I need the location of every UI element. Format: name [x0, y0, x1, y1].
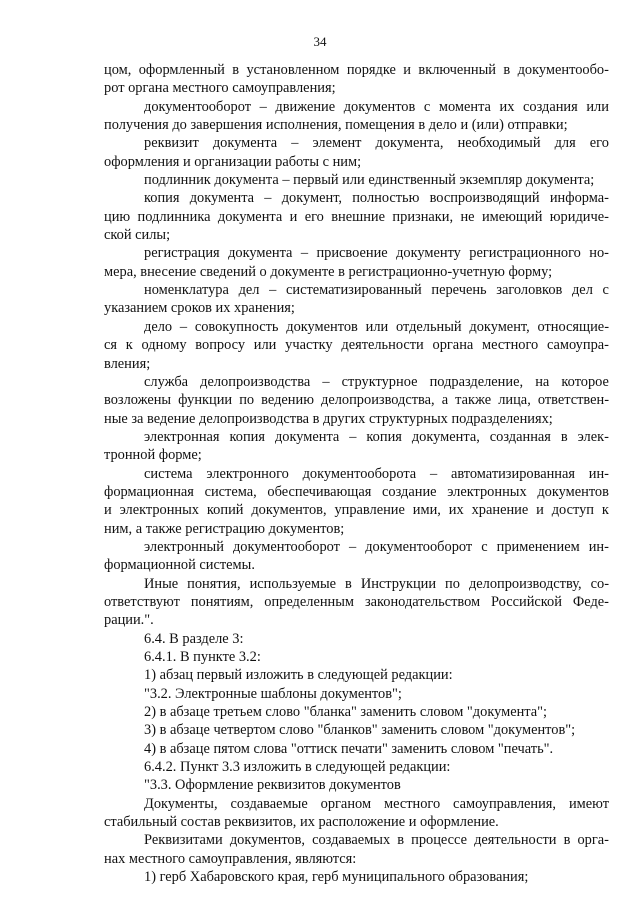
word: лица,: [498, 392, 531, 409]
text-line: [104, 593, 609, 611]
word: документов: [343, 98, 416, 115]
word: но-: [589, 245, 609, 262]
word: копия: [366, 428, 402, 445]
word: процессе: [411, 832, 468, 849]
text-line: [104, 79, 609, 97]
word: или: [365, 318, 389, 335]
word: в: [560, 428, 568, 445]
word: –: [349, 428, 357, 445]
word: копия: [229, 428, 265, 445]
document-body: [104, 61, 609, 886]
line-text: "3.2. Электронные шаблоны документов";: [144, 685, 402, 702]
line-text: ним, а также регистрацию документов;: [104, 520, 345, 537]
line-text: стабильный состав реквизитов, их расположение и оформление.: [104, 814, 499, 831]
text-line: [104, 868, 609, 886]
text-line: [104, 776, 609, 794]
text-line: [104, 648, 609, 666]
text-line: [104, 189, 609, 207]
text-line: [104, 850, 609, 868]
word: ин-: [588, 465, 609, 482]
word: в: [503, 62, 511, 78]
word: документа: [228, 245, 293, 262]
justified-line: [144, 189, 609, 207]
word: имеющий: [481, 208, 543, 225]
word: –: [259, 98, 267, 115]
word: ответствуют: [104, 593, 180, 610]
word: систематизированный: [286, 282, 422, 299]
word: по: [239, 392, 255, 409]
line-text: нах местного самоуправления, являются:: [104, 850, 357, 867]
word: органом: [320, 795, 372, 812]
line-text: 1) абзац первый изложить в следующей редакции:: [144, 667, 453, 684]
word: управление: [334, 502, 405, 519]
word: понятия,: [187, 575, 241, 592]
justified-line: [144, 134, 609, 152]
word: цом,: [104, 62, 132, 78]
word: признаки,: [392, 208, 454, 225]
word: документооборот: [144, 98, 252, 115]
justified-line: [144, 795, 609, 813]
word: документов,: [229, 832, 306, 849]
word: их: [448, 502, 464, 519]
text-line: [104, 813, 609, 831]
text-line: [104, 520, 609, 538]
word: Российской: [491, 593, 562, 610]
word: –: [264, 190, 272, 207]
justified-line: [144, 428, 609, 446]
line-text: тронной форме;: [104, 447, 202, 464]
line-text: 6.4.1. В пункте 3.2:: [144, 649, 261, 665]
word: элемент: [312, 135, 362, 152]
word: электронная: [144, 428, 220, 445]
word: ин-: [588, 538, 609, 555]
word: перечень: [431, 282, 487, 299]
text-line: [104, 703, 609, 721]
word: Документы,: [144, 795, 218, 812]
word: или: [586, 98, 609, 115]
word: документа: [189, 190, 255, 207]
word: юридиче-: [549, 208, 609, 225]
word: деятельности: [474, 832, 557, 849]
word: делопроизводству,: [468, 575, 582, 592]
word: формационная: [104, 483, 194, 500]
word: его: [304, 208, 324, 225]
line-text: оформления и организации работы с ним;: [104, 153, 362, 170]
word: документов,: [251, 502, 327, 519]
text-line: [104, 446, 609, 464]
justified-line: [144, 281, 609, 299]
word: документообо-: [517, 62, 609, 78]
text-line: [104, 171, 609, 189]
word: ответствен-: [537, 392, 609, 409]
word: возложены: [104, 392, 172, 409]
word: а: [441, 392, 449, 409]
line-text: рации.".: [104, 612, 154, 629]
word: совокупность: [194, 318, 279, 335]
justified-line: [144, 575, 609, 593]
text-line: [104, 465, 609, 483]
text-line: [104, 98, 609, 116]
word: в: [397, 832, 405, 849]
word: вопросу: [195, 337, 246, 354]
word: внешние: [331, 208, 386, 225]
word: ся: [104, 337, 118, 354]
line-text: 3) в абзаце четвертом слово "бланков" заменить словом "документов";: [144, 722, 576, 739]
justified-line: [144, 465, 609, 483]
word: на: [535, 373, 550, 390]
word: органа: [432, 337, 474, 354]
text-line: [104, 134, 609, 152]
word: электронных: [447, 483, 527, 500]
word: по: [445, 575, 460, 592]
word: номенклатура: [144, 282, 229, 299]
line-text: 4) в абзаце пятом слова "оттиск печати" заменить словом "печать".: [144, 740, 554, 757]
line-text: 2) в абзаце третьем слово "бланка" заменить словом "документа";: [144, 704, 548, 721]
word: и: [104, 502, 112, 519]
text-line: [104, 538, 609, 556]
word: одному: [141, 337, 187, 354]
word: отдельный: [395, 318, 462, 335]
word: к: [125, 337, 133, 354]
word: и: [403, 62, 411, 78]
word: для: [554, 135, 576, 152]
word: регистрация: [144, 245, 220, 262]
word: Феде-: [572, 593, 609, 610]
text-line: [104, 740, 609, 758]
text-line: [104, 299, 609, 317]
word: функции: [178, 392, 233, 409]
word: местного: [383, 795, 441, 812]
word: дело: [144, 318, 173, 335]
word: копия: [144, 190, 180, 207]
word: документа,: [375, 135, 444, 152]
word: делопроизводства,: [321, 392, 435, 409]
text-line: [104, 795, 609, 813]
text-line: [104, 116, 609, 134]
justified-line: [104, 593, 609, 611]
word: самоуправления,: [453, 795, 557, 812]
word: с: [481, 538, 488, 555]
text-line: [104, 685, 609, 703]
word: делопроизводства: [200, 373, 311, 390]
word: деятельности: [341, 337, 424, 354]
word: самоупра-: [546, 337, 609, 354]
text-line: [104, 153, 609, 171]
word: хранение: [471, 502, 529, 519]
text-line: [104, 428, 609, 446]
word: элек-: [577, 428, 609, 445]
word: документа,: [411, 428, 480, 445]
justified-line: [144, 98, 609, 116]
word: Иные: [144, 575, 179, 592]
text-line: [104, 758, 609, 776]
justified-line: [144, 373, 609, 391]
word: также: [455, 392, 492, 409]
word: подразделение,: [429, 373, 524, 390]
word: Реквизитами: [144, 832, 223, 849]
word: электронный: [144, 538, 224, 555]
line-text: "3.3. Оформление реквизитов документов: [144, 777, 401, 794]
text-line: [104, 721, 609, 739]
line-text: 6.4. В разделе 3:: [144, 630, 244, 647]
line-text: ные за ведение делопроизводства в других структурных подразделениях;: [104, 410, 553, 427]
word: информа-: [549, 190, 609, 207]
word: –: [269, 282, 277, 299]
word: относящие-: [537, 318, 609, 335]
word: включенный: [418, 62, 496, 78]
page-number: 34: [313, 34, 327, 49]
word: созданная: [489, 428, 551, 445]
word: порядке: [346, 62, 396, 78]
line-text: ской силы;: [104, 227, 171, 244]
text-line: [104, 226, 609, 244]
word: не: [460, 208, 475, 225]
word: документ,: [469, 318, 530, 335]
word: –: [322, 373, 330, 390]
text-line: [104, 410, 609, 428]
word: участку: [285, 337, 333, 354]
word: дел: [571, 282, 593, 299]
text-line: [104, 831, 609, 849]
word: служба: [144, 373, 189, 390]
word: которое: [561, 373, 609, 390]
word: заголовков: [496, 282, 563, 299]
word: с: [423, 98, 431, 115]
justified-line: [144, 318, 609, 336]
justified-line: [104, 61, 609, 79]
word: местного: [482, 337, 539, 354]
word: в: [345, 575, 352, 592]
word: законодательством: [364, 593, 481, 610]
word: применением: [496, 538, 580, 555]
text-line: [104, 501, 609, 519]
text-line: [104, 483, 609, 501]
word: движение: [275, 98, 336, 115]
word: орга-: [577, 832, 609, 849]
text-line: [104, 208, 609, 226]
word: момента: [438, 98, 491, 115]
word: структурное: [341, 373, 418, 390]
word: оформленный: [138, 62, 225, 78]
word: создание: [382, 483, 437, 500]
word: документооборота: [302, 465, 417, 482]
word: в: [563, 832, 571, 849]
word: –: [429, 465, 438, 482]
word: дел: [238, 282, 260, 299]
text-line: [104, 630, 609, 648]
justified-line: [104, 483, 609, 501]
word: в: [232, 62, 240, 78]
word: документа: [274, 428, 340, 445]
word: необходимый: [457, 135, 541, 152]
word: со-: [590, 575, 609, 592]
line-text: 1) герб Хабаровского края, герб муниципального образования;: [144, 869, 529, 886]
word: создания: [523, 98, 578, 115]
text-line: [104, 611, 609, 629]
justified-line: [144, 244, 609, 262]
line-text: формационной системы.: [104, 557, 255, 574]
text-line: [104, 575, 609, 593]
word: документооборот: [232, 538, 340, 555]
word: документов: [537, 483, 609, 500]
word: документов: [286, 318, 358, 335]
word: используемые: [249, 575, 337, 592]
line-text: вления;: [104, 355, 151, 372]
line-text: подлинник документа – первый или единственный экземпляр документа;: [144, 172, 595, 189]
word: цию: [104, 208, 131, 225]
word: с: [602, 282, 609, 299]
line-text: указанием сроков их хранения;: [104, 300, 295, 317]
word: создаваемых: [312, 832, 391, 849]
line-text: получения до завершения исполнения, помещения в дело и (или) отправки;: [104, 117, 568, 134]
word: регистрационного: [469, 245, 581, 262]
word: –: [348, 538, 357, 555]
word: и: [536, 502, 544, 519]
word: или: [253, 337, 277, 354]
word: копий: [206, 502, 244, 519]
justified-line: [144, 831, 609, 849]
word: доступ: [551, 502, 594, 519]
text-line: [104, 336, 609, 354]
word: полностью: [352, 190, 420, 207]
word: –: [300, 245, 309, 262]
word: автоматизированная: [450, 465, 575, 482]
word: система,: [204, 483, 257, 500]
word: электронного: [206, 465, 289, 482]
word: электронных: [119, 502, 200, 519]
word: создаваемые: [230, 795, 308, 812]
text-line: [104, 373, 609, 391]
word: Инструкции: [360, 575, 437, 592]
word: документооборот: [365, 538, 473, 555]
text-line: [104, 391, 609, 409]
word: понятиям,: [190, 593, 254, 610]
justified-line: [144, 538, 609, 556]
word: реквизит: [144, 135, 199, 152]
text-line: [104, 318, 609, 336]
justified-line: [104, 501, 609, 519]
text-line: [104, 263, 609, 281]
word: их: [499, 98, 515, 115]
justified-line: [104, 391, 609, 409]
word: и: [289, 208, 298, 225]
text-line: [104, 61, 609, 79]
text-line: [104, 666, 609, 684]
word: к: [601, 502, 609, 519]
line-text: 6.4.2. Пункт 3.3 изложить в следующей редакции:: [144, 759, 451, 776]
text-line: [104, 281, 609, 299]
word: обеспечивающая: [267, 483, 372, 500]
line-text: мера, внесение сведений о документе в регистрационно-учетную форму;: [104, 263, 553, 280]
word: его: [589, 135, 609, 152]
word: определенным: [264, 593, 355, 610]
word: ими,: [412, 502, 441, 519]
word: подлинника: [137, 208, 211, 225]
word: документа: [212, 135, 278, 152]
justified-line: [104, 336, 609, 354]
word: документ,: [281, 190, 343, 207]
word: присвоение: [316, 245, 388, 262]
line-text: рот органа местного самоуправления;: [104, 80, 336, 97]
word: воспроизводящий: [429, 190, 540, 207]
text-line: [104, 244, 609, 262]
word: имеют: [568, 795, 609, 812]
text-line: [104, 556, 609, 574]
word: документу: [396, 245, 461, 262]
word: ведению: [261, 392, 314, 409]
text-line: [104, 355, 609, 373]
word: система: [144, 465, 193, 482]
word: –: [179, 318, 188, 335]
word: –: [291, 135, 299, 152]
word: документа: [217, 208, 283, 225]
justified-line: [104, 208, 609, 226]
word: установленном: [246, 62, 340, 78]
